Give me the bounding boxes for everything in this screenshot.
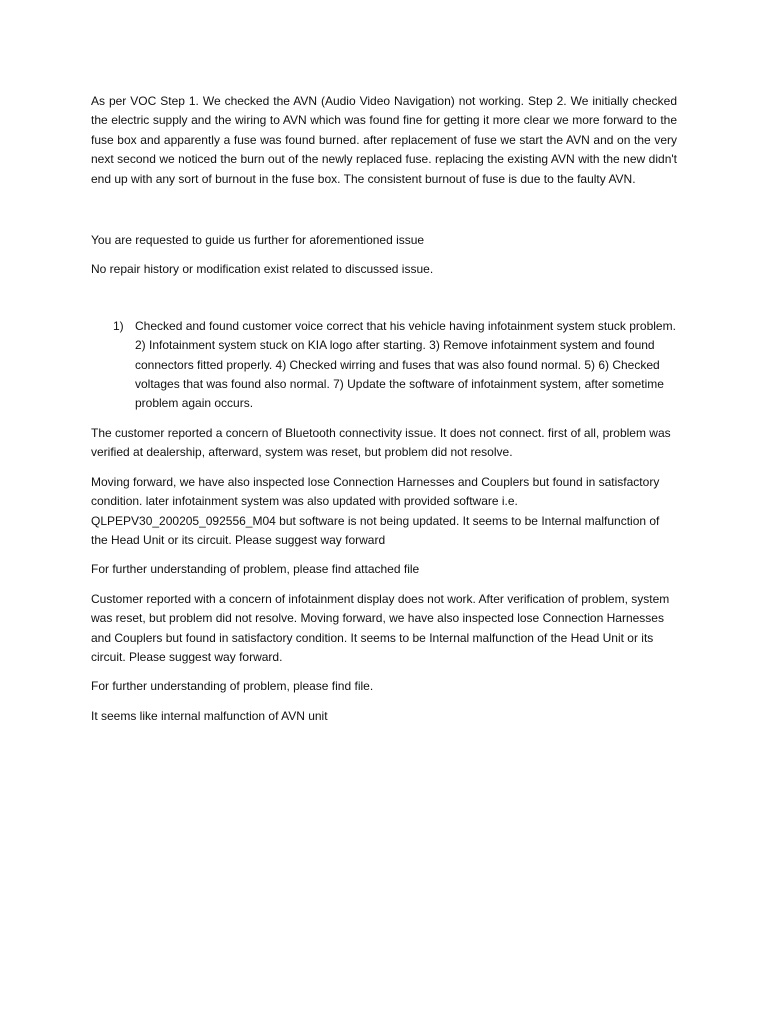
paragraph-no-history: No repair history or modification exist related to discussed issue.	[91, 262, 434, 277]
list-item-text: Checked and found customer voice correct that his vehicle having infotainment system stuck problem. 2) Infotainment system stuck on KIA logo after starting. 3) Remove infotainment system and found connectors fitted properly. 4) Checked wirring and fuses that was also found normal. 5) 6) Checked voltages that was found also normal. 7) Update the software of infotainment system, after sometime problem again occurs.	[135, 318, 676, 411]
paragraph-find-file: For further understanding of problem, please find file.	[91, 679, 374, 694]
list-marker: 1)	[113, 318, 124, 333]
paragraph-voc: As per VOC Step 1. We checked the AVN (Audio Video Navigation) not working. Step 2. We initially checked the electric supply and the wiring to AVN which was found fine for getting it more clear we more forward to the fuse box and apparently a fuse was found burned. after replacement of fuse we start the AVN and on the very next second we noticed the burn out of the newly replaced fuse. replacing the existing AVN with the new didn't end up with any sort of burnout in the fuse box. The consistent burnout of fuse is due to the faulty AVN.	[91, 94, 677, 186]
numbered-list	[91, 317, 677, 414]
paragraph-display-issue: Customer reported with a concern of infotainment display does not work. After verification of problem, system was reset, but problem did not resolve. Moving forward, we have also inspected lose Connection Harnesses and Couplers but found in satisfactory condition. It seems to be Internal malfunction of the Head Unit or its circuit. Please suggest way forward.	[91, 591, 670, 664]
paragraph-attached-file: For further understanding of problem, please find attached file	[91, 562, 420, 577]
list-item	[91, 317, 677, 414]
document-body	[91, 92, 677, 736]
paragraph-bluetooth: The customer reported a concern of Bluetooth connectivity issue. It does not connect. first of all, problem was verified at dealership, afterward, system was reset, but problem did not resolve.	[91, 425, 671, 460]
paragraph-request: You are requested to guide us further for aforementioned issue	[91, 233, 425, 248]
paragraph-moving-forward: Moving forward, we have also inspected lose Connection Harnesses and Couplers but found in satisfactory condition. later infotainment system was also updated with provided software i.e. QLPEPV30_200205_092556_M04 but software is not being updated. It seems to be Internal malfunction of the Head Unit or its circuit. Please suggest way forward	[91, 474, 660, 547]
paragraph-conclusion: It seems like internal malfunction of AVN unit	[91, 708, 328, 723]
